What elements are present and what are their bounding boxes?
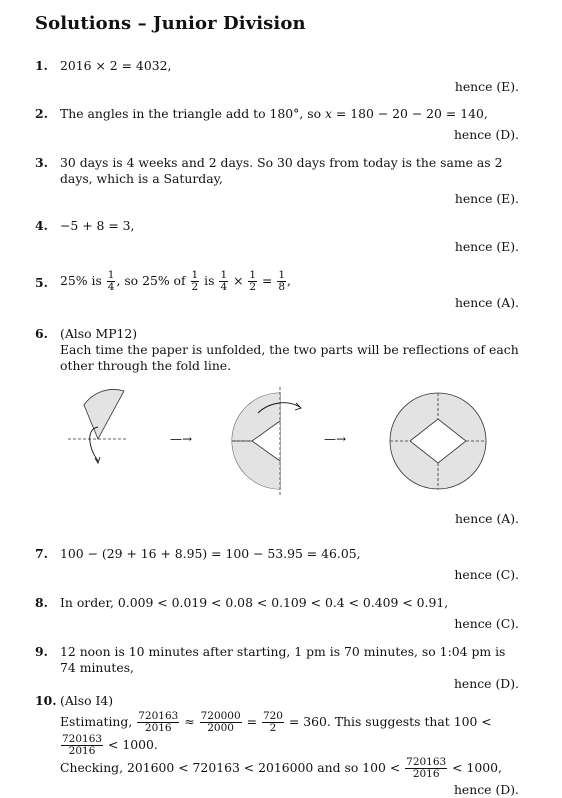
denominator: 2 bbox=[191, 281, 199, 293]
arrow-1: —→ bbox=[170, 432, 193, 446]
answer: hence (A). bbox=[454, 295, 519, 310]
fraction bbox=[137, 711, 179, 734]
solution-6-answer-row bbox=[35, 511, 519, 527]
numerator: 1 bbox=[107, 269, 115, 281]
text-part: ≈ bbox=[180, 714, 199, 729]
text-part: Estimating, bbox=[60, 714, 137, 729]
answer: hence (D). bbox=[453, 676, 519, 691]
solution-note: (Also I4) bbox=[60, 693, 114, 708]
numerator: 1 bbox=[191, 269, 199, 281]
fraction bbox=[61, 734, 103, 757]
solution-text: 100 − (29 + 16 + 8.95) = 100 − 53.95 = 46.05, bbox=[60, 546, 361, 561]
solution-5 bbox=[35, 270, 519, 311]
answer: hence (A). bbox=[454, 511, 519, 526]
solution-10 bbox=[35, 693, 519, 798]
solution-6 bbox=[35, 326, 519, 374]
solution-2 bbox=[35, 106, 519, 143]
text-part: = bbox=[242, 714, 261, 729]
fraction bbox=[200, 711, 242, 734]
text-part: < 1000. bbox=[104, 737, 158, 752]
solution-number: 2. bbox=[35, 106, 48, 121]
text-part: = 180 − 20 − 20 = 140, bbox=[331, 106, 488, 121]
text-part: is bbox=[200, 273, 219, 288]
solution-text: 30 days is 4 weeks and 2 days. So 30 days from today is the same as 2 days, which is a Saturday, bbox=[60, 155, 503, 186]
unfolded-paper-stage-3 bbox=[390, 393, 486, 489]
solution-text bbox=[60, 106, 519, 122]
answer: hence (E). bbox=[454, 239, 519, 254]
denominator: 2000 bbox=[207, 722, 234, 734]
solution-number: 6. bbox=[35, 326, 48, 341]
solution-1 bbox=[35, 58, 519, 95]
denominator: 8 bbox=[278, 281, 286, 293]
numerator: 720163 bbox=[62, 733, 103, 745]
solution-number: 7. bbox=[35, 546, 48, 561]
paper-fold-diagram bbox=[62, 385, 512, 497]
fraction bbox=[405, 757, 447, 780]
solution-text: Each time the paper is unfolded, the two parts will be reflections of each other through the fold line. bbox=[60, 342, 519, 373]
denominator: 2 bbox=[249, 281, 257, 293]
arrow-2: —→ bbox=[324, 432, 347, 446]
solution-number: 8. bbox=[35, 595, 48, 610]
solution-number: 3. bbox=[35, 155, 48, 170]
solution-number: 9. bbox=[35, 644, 48, 659]
numerator: 720 bbox=[262, 710, 283, 722]
fraction bbox=[219, 270, 228, 293]
numerator: 720000 bbox=[200, 710, 241, 722]
solution-number: 5. bbox=[35, 275, 48, 290]
answer: hence (E). bbox=[454, 191, 519, 206]
solution-9 bbox=[35, 644, 519, 692]
answer: hence (C). bbox=[454, 567, 519, 582]
fraction bbox=[107, 270, 116, 293]
text-part: = bbox=[258, 273, 277, 288]
answer: hence (D). bbox=[453, 127, 519, 142]
solution-7 bbox=[35, 546, 519, 583]
fraction bbox=[277, 270, 286, 293]
solution-text: 2016 × 2 = 4032, bbox=[60, 58, 172, 73]
numerator: 1 bbox=[220, 269, 228, 281]
solution-text bbox=[60, 270, 519, 293]
text-part: , bbox=[287, 273, 291, 288]
text-part: The angles in the triangle add to 180°, so bbox=[60, 106, 325, 121]
solution-text: In order, 0.009 < 0.019 < 0.08 < 0.109 < 0.4 < 0.409 < 0.91, bbox=[60, 595, 449, 610]
text-part: = 360. This suggests that 100 < bbox=[284, 714, 492, 729]
checking-line bbox=[60, 757, 519, 780]
denominator: 4 bbox=[220, 281, 228, 293]
denominator: 2016 bbox=[144, 722, 172, 734]
folded-paper-stage-2 bbox=[232, 387, 301, 495]
estimating-line bbox=[60, 711, 519, 757]
solution-number: 10. bbox=[35, 693, 57, 708]
solution-number: 1. bbox=[35, 58, 48, 73]
text-part: 25% is bbox=[60, 273, 106, 288]
numerator: 1 bbox=[278, 269, 286, 281]
text-part: × bbox=[229, 273, 248, 288]
text-part: < 1000, bbox=[448, 760, 502, 775]
denominator: 2016 bbox=[412, 768, 440, 780]
fraction bbox=[248, 270, 257, 293]
folded-paper-stage-1 bbox=[68, 389, 128, 463]
answer: hence (E). bbox=[454, 79, 519, 94]
solution-3 bbox=[35, 155, 519, 207]
solution-8 bbox=[35, 595, 519, 632]
denominator: 4 bbox=[107, 281, 115, 293]
solution-note: (Also MP12) bbox=[60, 326, 138, 341]
fraction bbox=[191, 270, 200, 293]
page-title: Solutions – Junior Division bbox=[35, 13, 306, 34]
numerator: 1 bbox=[249, 269, 257, 281]
denominator: 2016 bbox=[68, 745, 96, 757]
solution-number: 4. bbox=[35, 218, 48, 233]
text-part: Checking, 201600 < 720163 < 2016000 and so 100 < bbox=[60, 760, 405, 775]
denominator: 2 bbox=[269, 722, 277, 734]
solution-text: −5 + 8 = 3, bbox=[60, 218, 135, 233]
solution-text: 12 noon is 10 minutes after starting, 1 pm is 70 minutes, so 1:04 pm is 74 minutes, bbox=[60, 644, 506, 675]
answer: hence (D). bbox=[453, 782, 519, 797]
numerator: 720163 bbox=[406, 756, 447, 768]
variable: x bbox=[324, 106, 332, 121]
fraction bbox=[262, 711, 284, 734]
numerator: 720163 bbox=[138, 710, 179, 722]
answer: hence (C). bbox=[454, 616, 519, 631]
solution-4 bbox=[35, 218, 519, 255]
text-part: , so 25% of bbox=[116, 273, 190, 288]
